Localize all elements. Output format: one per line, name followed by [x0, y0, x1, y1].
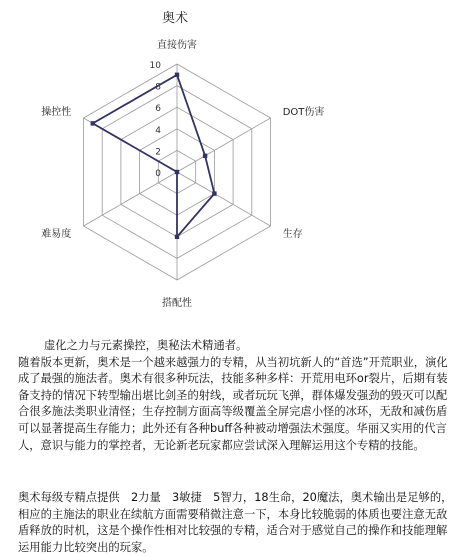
tick-label: 2: [155, 147, 161, 158]
grid-spoke-2: [177, 172, 271, 226]
axis-label-0: 直接伤害: [157, 40, 197, 51]
axis-label-3: 搭配性: [162, 298, 192, 309]
intro-tagline: 虚化之力与元素操控，奥秘法术精通者。: [44, 339, 248, 352]
tick-label: 8: [155, 82, 161, 93]
series-point-3: [175, 235, 179, 239]
grid-spoke-4: [84, 172, 178, 226]
series-point-4: [175, 170, 179, 174]
grid-spoke-1: [177, 118, 271, 172]
axis-label-4: 难易度: [41, 229, 72, 240]
tick-label: 4: [155, 125, 161, 136]
chart-title: 奥术: [161, 11, 189, 26]
intro-body: 随着版本更新，奥术是一个越来越强力的专精，从当初坑新人的“首选”开荒职业，演化成了最强的施法者。奥术有很多种玩法，技能多种多样：开荒用电环or裂片，后期有装备支持的情况下转型输出堪比剑圣的射线，或者玩玩飞弹，群体爆发强劲的毁灭可以配合很多施法类职业清怪；生存控制方面高等级覆盖全屏完虐小怪的冰环，无敌和减伤盾可以显著提高生存能力；此外还有各种buff各种被动增强法术强度。华丽又实用的代言人，意识与能力的掌控者，无论新老玩家都应尝试深入理解运用这个专精的技能。: [18, 355, 448, 452]
stats-paragraph: [18, 490, 454, 556]
tick-label: 0: [155, 169, 161, 179]
series-point-0: [175, 73, 179, 77]
series-point-1: [203, 154, 207, 158]
series-point-5: [91, 121, 95, 125]
tick-label: 10: [149, 61, 161, 71]
intro-paragraph: [18, 338, 454, 454]
series-point-2: [212, 191, 216, 195]
stats-body: 奥术每级专精点提供 2力量 3敏捷 5智力，18生命，20魔法，奥术输出是足够的，相应的主施法的职业在续航方面需要稍微注意一下，本身比较脆弱的体质也要注意无敌盾释放的时机，这是个操作性相对比较强的专精，适合对于感觉自己的操作和技能理解运用能力比较突出的玩家。: [18, 491, 453, 554]
axis-label-1: DOT伤害: [282, 107, 325, 118]
axis-label-2: 生存: [282, 229, 303, 240]
axis-label-5: 操控性: [41, 107, 72, 118]
tick-label: 6: [155, 104, 161, 115]
